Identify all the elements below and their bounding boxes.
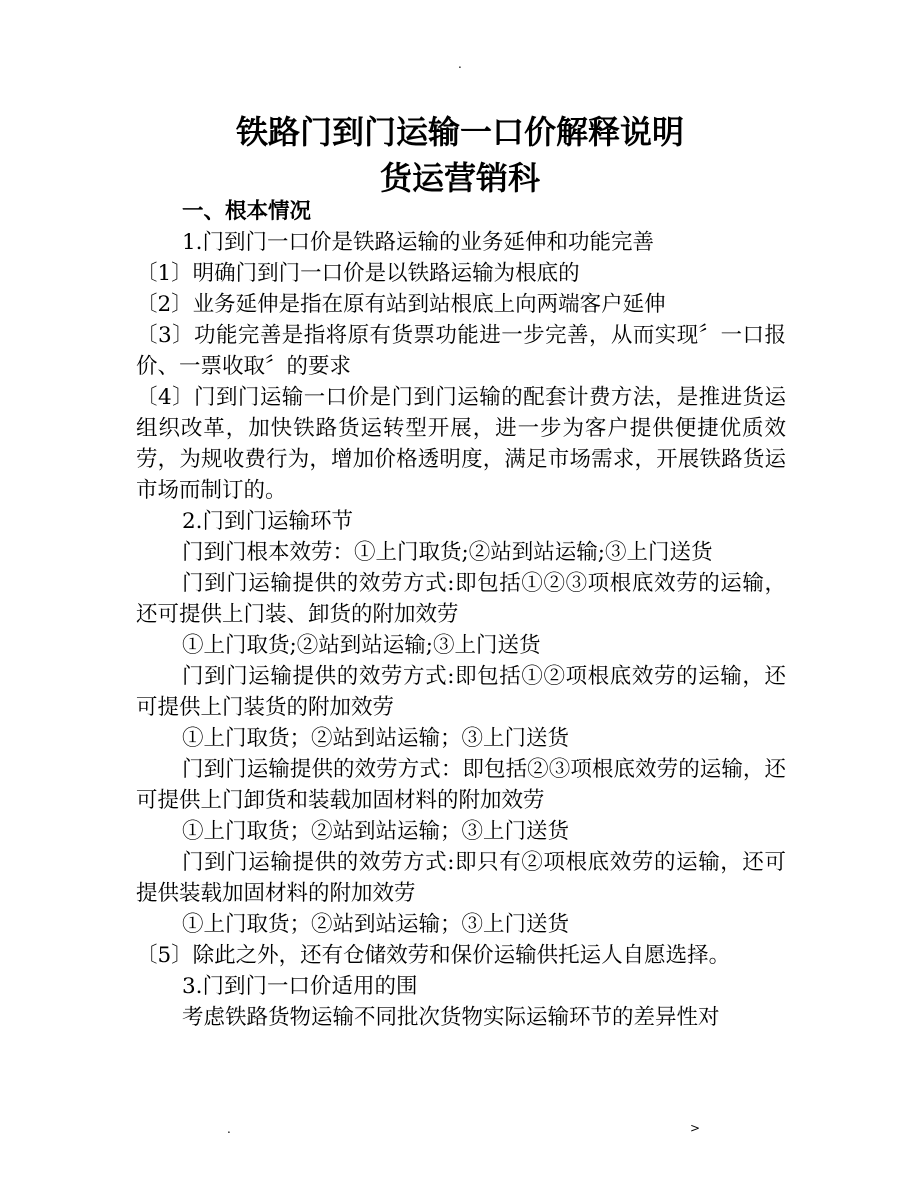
paragraph: 1.门到门一口价是铁路运输的业务延伸和功能完善 <box>182 230 655 255</box>
list-item: 〔5〕除此之外，还有仓储效劳和保价运输供托运人自愿选择。 <box>136 943 731 968</box>
footer-arrow-mark: > <box>690 1121 701 1135</box>
list-item: 〔2〕业务延伸是指在原有站到站根底上向两端客户延伸 <box>136 292 666 317</box>
paragraph: ①上门取货；②站到站运输；③上门送货 <box>182 912 570 937</box>
document-body <box>136 196 786 1033</box>
header-dot: . <box>458 57 462 71</box>
footer-dot: . <box>227 1122 231 1136</box>
paragraph: ①上门取货;②站到站运输;③上门送货 <box>182 633 541 658</box>
paragraph: 门到门运输提供的效劳方式:即包括①②③项根底效劳的运输，还可提供上门装、卸货的附加效劳 <box>136 571 786 627</box>
paragraph: 考虑铁路货物运输不同批次货物实际运输环节的差异性对 <box>182 1005 720 1030</box>
paragraph: 门到门根本效劳：①上门取货;②站到站运输;③上门送货 <box>182 540 713 565</box>
paragraph: 3.门到门一口价适用的围 <box>182 974 418 999</box>
paragraph: 门到门运输提供的效劳方式：即包括②③项根底效劳的运输，还可提供上门卸货和装载加固材料的附加效劳 <box>136 757 786 813</box>
document-subtitle: 货运营销科 <box>379 159 540 197</box>
paragraph: 2.门到门运输环节 <box>182 509 354 534</box>
paragraph: ①上门取货；②站到站运输；③上门送货 <box>182 726 570 751</box>
list-item: 〔4〕门到门运输一口价是门到门运输的配套计费方法，是推进货运组织改革，加快铁路货运转型开展，进一步为客户提供便捷优质效劳，为规收费行为，增加价格透明度，满足市场需求，开展铁路货运市场而制订的。 <box>136 385 786 503</box>
paragraph: 门到门运输提供的效劳方式:即只有②项根底效劳的运输，还可提供装载加固材料的附加效劳 <box>136 850 786 906</box>
paragraph: ①上门取货；②站到站运输；③上门送货 <box>182 819 570 844</box>
section-heading: 一、根本情况 <box>182 199 312 224</box>
list-item: 〔3〕功能完善是指将原有货票功能进一步完善，从而实现〞一口报价、一票收取〞的要求 <box>136 323 786 379</box>
paragraph: 门到门运输提供的效劳方式:即包括①②项根底效劳的运输，还可提供上门装货的附加效劳 <box>136 664 786 720</box>
list-item: 〔1〕明确门到门一口价是以铁路运输为根底的 <box>136 261 580 286</box>
document-title: 铁路门到门运输一口价解释说明 <box>235 113 684 151</box>
